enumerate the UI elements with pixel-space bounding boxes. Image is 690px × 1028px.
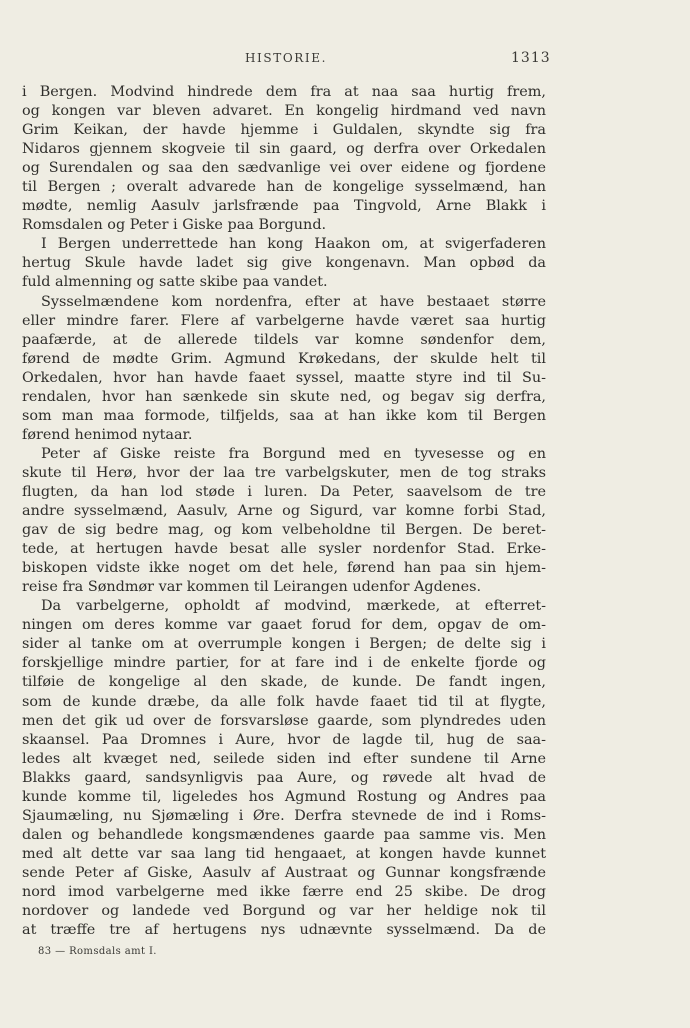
text-line: I Bergen underrettede han kong Haakon om, at svigerfaderen <box>41 236 546 253</box>
text-line: mødte, nemlig Aasulv jarlsfrænde paa Tingvold, Arne Blakk i <box>22 198 546 215</box>
text-line: sende Peter af Giske, Aasulv af Austraat og Gunnar kongsfrænde <box>22 864 546 881</box>
text-line: i Bergen. Modvind hindrede dem fra at naa saa hurtig frem, <box>22 84 546 100</box>
text-line: kunde komme til, ligeledes hos Agmund Rostung og Andres paa <box>22 788 546 805</box>
text-line: Peter af Giske reiste fra Borgund med en tyvesesse og en <box>41 445 546 462</box>
text-line: eller mindre farer. Flere af varbelgerne havde været saa hurtig <box>22 312 546 329</box>
text-line: fuld almenning og satte skibe paa vandet. <box>22 274 328 291</box>
text-line: biskopen vidste ikke noget om det hele, førend han paa sin hjem- <box>22 560 546 577</box>
running-header: HISTORIE. <box>244 51 328 65</box>
text-line: Da varbelgerne, opholdt af modvind, mærkede, at efterret- <box>41 598 546 615</box>
text-line: gav de sig bedre mag, og kom velbeholdne til Bergen. De beret- <box>22 522 546 539</box>
text-line: med alt dette var saa lang tid hengaaet, at kongen havde kunnet <box>22 845 546 862</box>
text-line: førend de mødte Grim. Agmund Krøkedans, der skulde helt til <box>22 350 546 367</box>
text-line: som man maa formode, tilfjelds, saa at han ikke kom til Bergen <box>22 407 546 424</box>
text-line: forskjellige mindre partier, for at fare ind i de enkelte fjorde og <box>22 655 546 672</box>
text-line: men det gik ud over de forsvarsløse gaarde, som plyndredes uden <box>22 712 546 729</box>
text-line: sider al tanke om at overrumple kongen i Bergen; de delte sig i <box>22 636 546 653</box>
text-line: nord imod varbelgerne med ikke færre end 25 skibe. De drog <box>22 883 546 900</box>
page-number: 1313 <box>511 50 551 66</box>
text-line: Grim Keikan, der havde hjemme i Guldalen, skyndte sig fra <box>22 122 546 139</box>
text-line: reise fra Søndmør var kommen til Leirangen udenfor Agdenes. <box>22 579 482 596</box>
text-line: Romsdalen og Peter i Giske paa Borgund. <box>22 217 327 234</box>
text-line: Sjaumæling, nu Sjømæling i Øre. Derfra stevnede de ind i Roms- <box>22 807 546 824</box>
text-line: til Bergen ; overalt advarede han de kongelige sysselmænd, han <box>22 179 546 196</box>
text-line: som de kunde dræbe, da alle folk havde faaet tid til at flygte, <box>22 693 546 710</box>
text-line: tede, at hertugen havde besat alle sysler nordenfor Stad. Erke- <box>22 541 546 558</box>
footnote: 83 — Romsdals amt I. <box>38 946 157 957</box>
text-line: førend henimod nytaar. <box>22 426 193 443</box>
text-line: at træffe tre af hertugens nys udnævnte sysselmænd. Da de <box>22 922 546 939</box>
text-line: skute til Herø, hvor der laa tre varbelgskuter, men de tog straks <box>22 464 546 481</box>
text-line: Nidaros gjennem skogveie til sin gaard, og derfra over Orkedalen <box>22 141 546 158</box>
text-line: skaansel. Paa Dromnes i Aure, hvor de lagde til, hug de saa- <box>22 731 546 748</box>
text-line: og Surendalen og saa den sædvanlige vei over eidene og fjordene <box>22 160 546 177</box>
text-line: og kongen var bleven advaret. En kongelig hirdmand ved navn <box>22 103 546 120</box>
text-line: Orkedalen, hvor han havde faaet syssel, maatte styre ind til Su- <box>22 369 546 386</box>
text-line: nordover og landede ved Borgund og var her heldige nok til <box>22 903 546 920</box>
text-line: hertug Skule havde ladet sig give kongenavn. Man opbød da <box>22 255 546 272</box>
text-line: Blakks gaard, sandsynligvis paa Aure, og røvede alt hvad de <box>22 769 546 786</box>
text-line: andre sysselmænd, Aasulv, Arne og Sigurd, var komne forbi Stad, <box>22 503 546 520</box>
text-line: flugten, da han lod støde i luren. Da Peter, saavelsom de tre <box>22 483 546 500</box>
text-line: rendalen, hvor han sænkede sin skute ned, og begav sig derfra, <box>22 388 546 405</box>
body-text <box>22 83 546 940</box>
text-line: ningen om deres komme var gaaet forud for dem, opgav de om- <box>22 617 546 634</box>
text-line: dalen og behandlede kongsmændenes gaarde paa samme vis. Men <box>22 826 546 843</box>
text-line: ledes alt kvæget ned, seilede siden ind efter sundene til Arne <box>22 750 546 767</box>
text-line: Sysselmændene kom nordenfra, efter at have bestaaet større <box>41 293 546 310</box>
text-line: tilføie de kongelige al den skade, de kunde. De fandt ingen, <box>22 674 546 691</box>
text-line: paafærde, at de allerede tildels var komne søndenfor dem, <box>22 331 546 348</box>
